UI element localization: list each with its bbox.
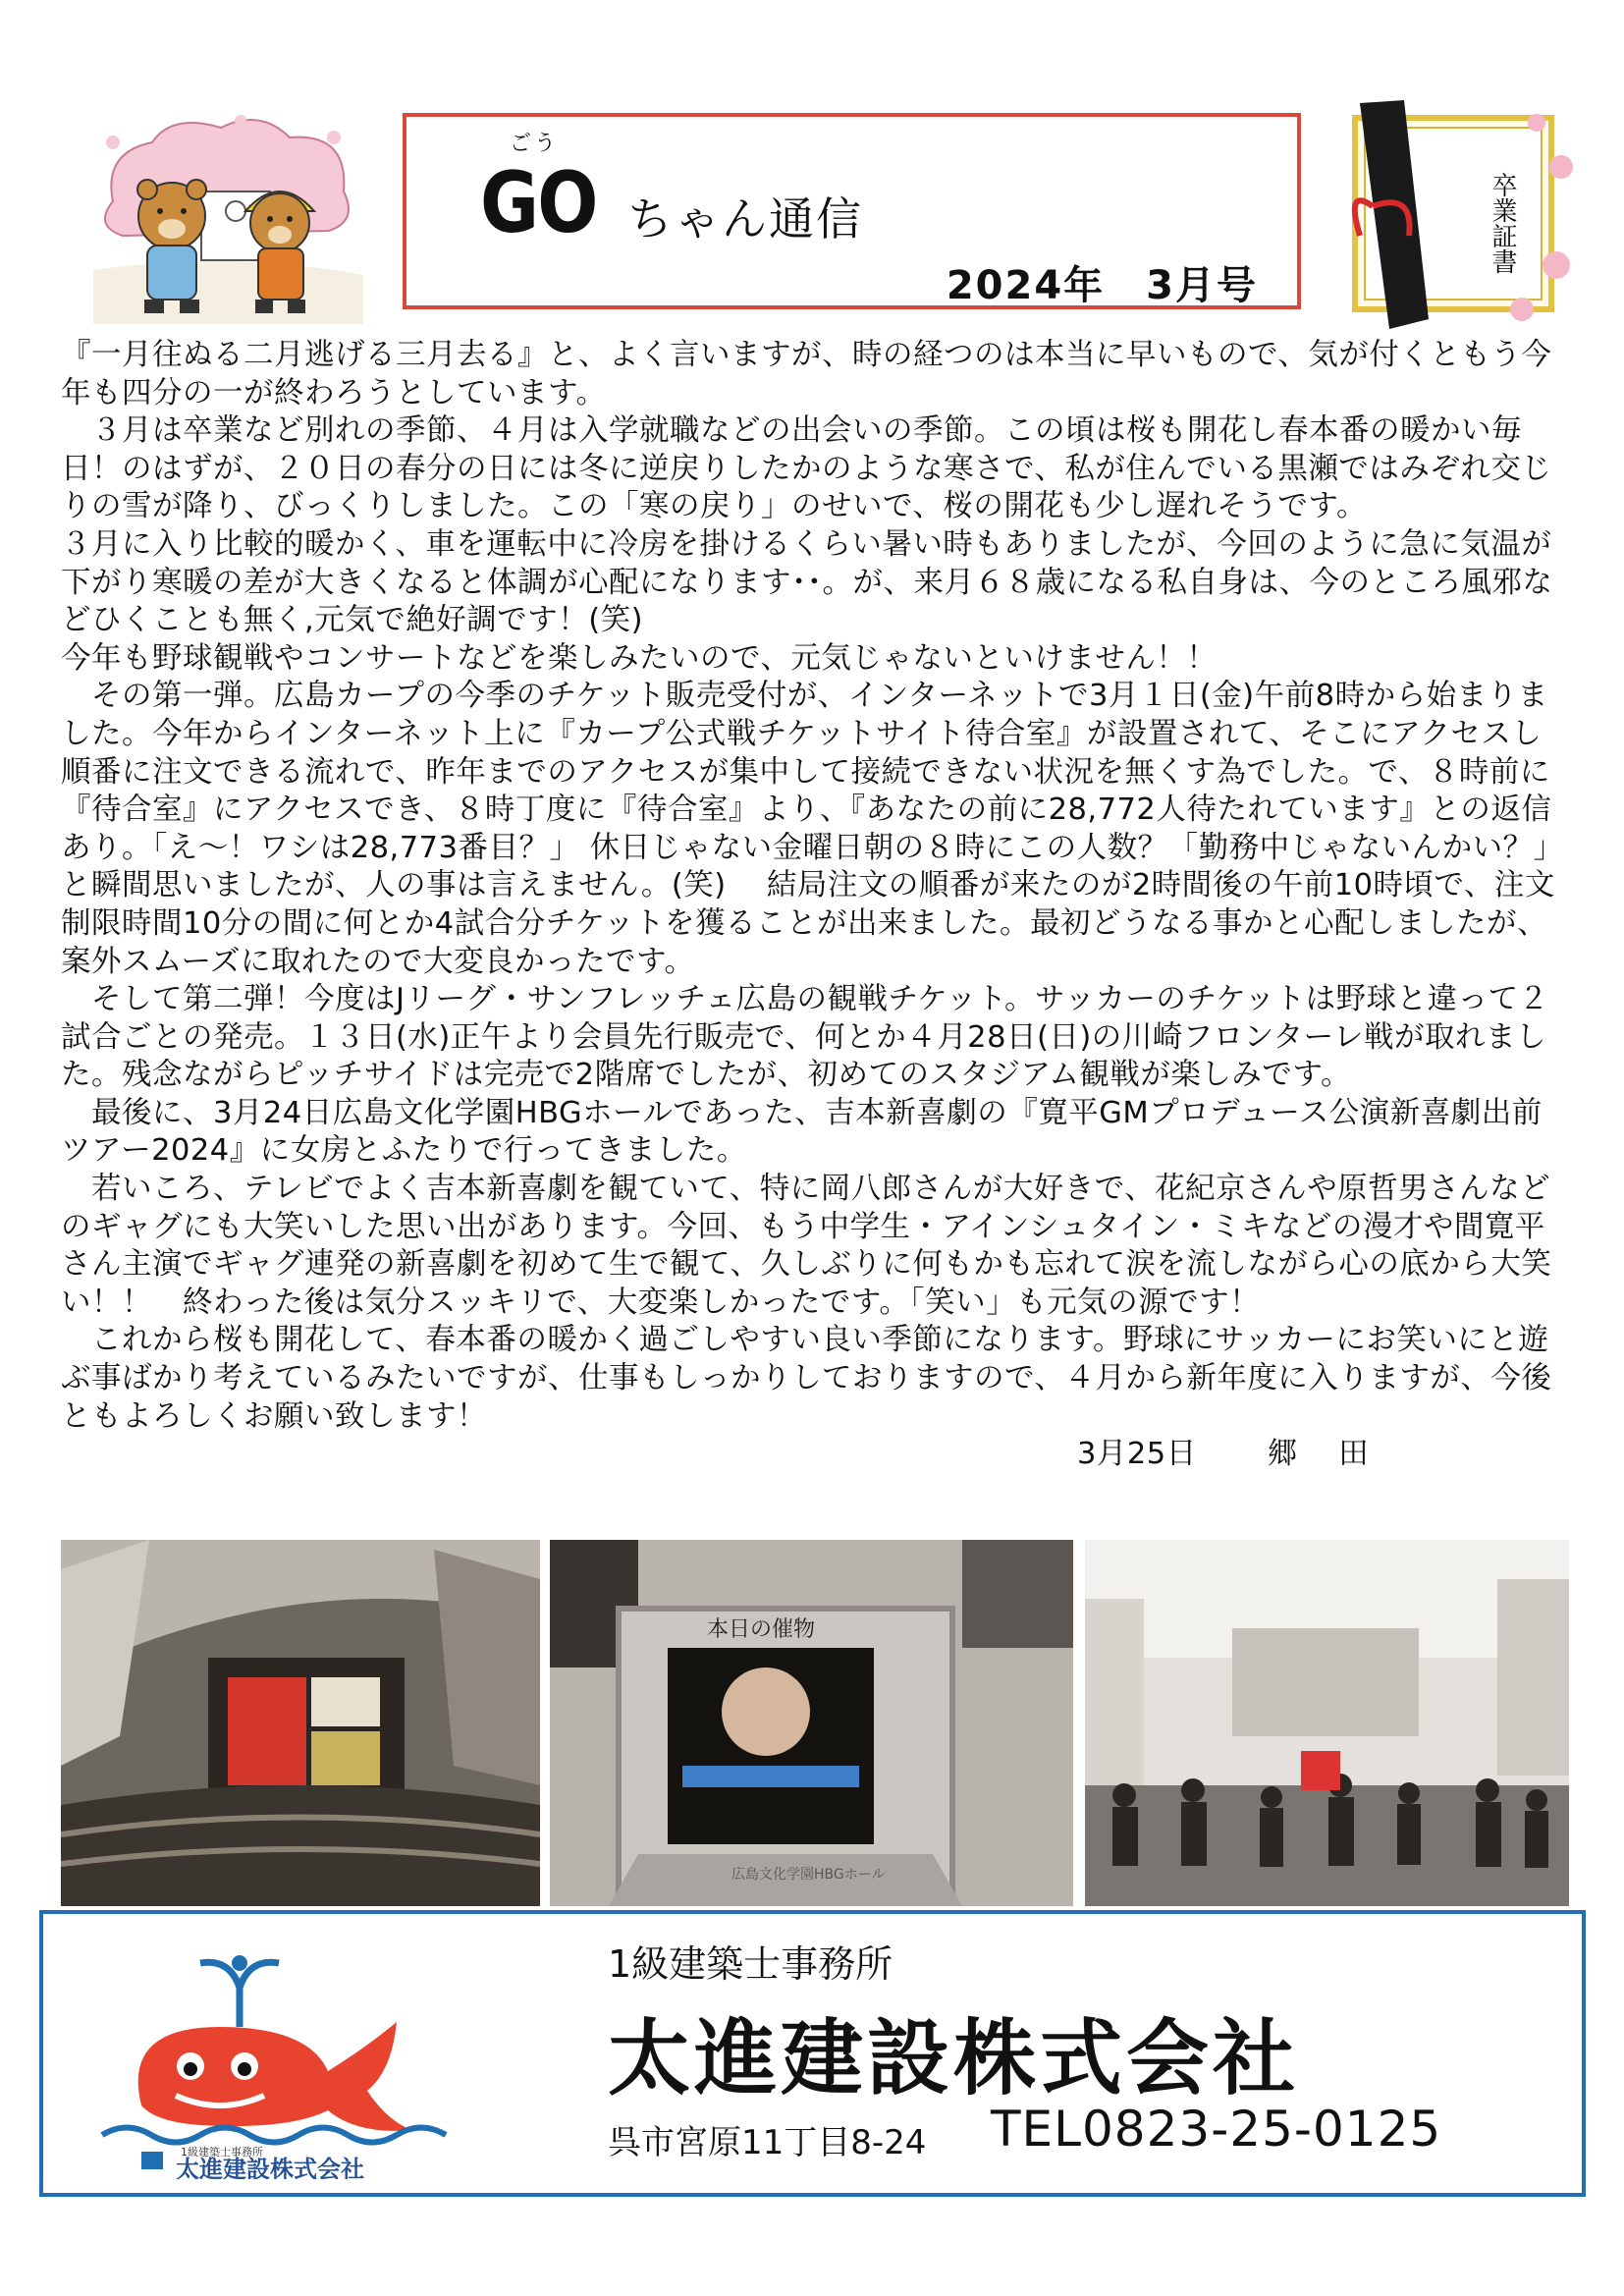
title-rest: ちゃん通信 xyxy=(627,192,863,246)
article-body xyxy=(61,337,1563,1474)
newsletter-title-box xyxy=(403,113,1301,309)
diploma-label-text: 卒業証書 xyxy=(1488,172,1517,274)
article-paragraph: これから桜も開花して、春本番の暖かく過ごしやすい良い季節になります。野球にサッカーにお笑いにと遊ぶ事ばかり考えているみたいですが、仕事もしっかりしておりますので、４月から新年度に入りますが、今後ともよろしくお願い致します！ xyxy=(61,1323,1552,1434)
signature-line xyxy=(61,1436,1563,1474)
diploma-scroll-illustration xyxy=(1335,98,1581,334)
photo-hall-interior xyxy=(61,1540,540,1906)
article-paragraph: 最後に、3月24日広島文化学園HBGホールであった、吉本新喜劇の『寛平GMプロデュース公演新喜劇出前ツアー2024』に女房とふたりで行ってきました。 xyxy=(61,1095,1543,1169)
logo-small-text: 1級建築士事務所 xyxy=(181,2146,263,2159)
signature: 3月25日 郷 田 xyxy=(1077,1437,1370,1472)
whale-logo xyxy=(82,1934,465,2179)
company-footer xyxy=(39,1910,1586,2197)
company-name: 太進建設株式会社 xyxy=(608,2010,1300,2106)
article-paragraph: 『一月往ぬる二月逃げる三月去る』と、よく言いますが、時の経つのは本当に早いもので、気が付くともう今年も四分の一が終わろうとしています。 xyxy=(61,338,1552,410)
article-paragraph: ３月に入り比較的暖かく、車を運転中に冷房を掛けるくらい暑い時もありましたが、今回のように急に気温が下がり寒暖の差が大きくなると体調が心配になります･･。が、来月６８歳になる私自身は、今のところ風邪などひくことも無く,元気で絶好調です！(笑) xyxy=(61,526,1553,638)
logo-company-text: 太進建設株式会社 xyxy=(176,2156,364,2179)
article-paragraph: そして第二弾！今度はJリーグ・サンフレッチェ広島の観戦チケット。サッカーのチケットは野球と違って２試合ごとの発売。１３日(水)正午より会員先行販売で、何とか４月28日(日)の川崎フロンターレ戦が取れました。残念ながらピッチサイドは完売で2階席でしたが、初めてのスタジアム観戦が楽しみです。 xyxy=(61,982,1549,1093)
article-paragraph: ３月は卒業など別れの季節、４月は入学就職などの出会いの季節。この頃は桜も開花し春本番の暖かい毎日！のはずが、２０日の春分の日には冬に逆戻りしたかのような寒さで、私が住んでいる黒瀬ではみぞれ交じりの雪が降り、びっくりしました。この「寒の戻り」のせいで、桜の開花も少し遅れそうです。 xyxy=(61,413,1552,524)
article-paragraph: 若いころ、テレビでよく吉本新喜劇を観ていて、特に岡八郎さんが大好きで、花紀京さんや原哲男さんなどのギャグにも大笑いした思い出があります。今回、もう中学生・アインシュタイン・ミキなどの漫才や間寛平さん主演でギャグ連発の新喜劇を初めて生で観て、久しぶりに何もかも忘れて涙を流しながら心の底から大笑い！！ 終わった後は気分スッキリで、大変楽しかったです。「笑い」も元気の源です！ xyxy=(61,1172,1552,1320)
event-sign-text: 本日の催物 xyxy=(707,1617,816,1642)
photo-event-signboard xyxy=(550,1540,1073,1906)
company-address: 呉市宮原11丁目8-24 xyxy=(608,2123,927,2162)
article-paragraph: 今年も野球観戦やコンサートなどを楽しみたいので、元気じゃないといけません！！ xyxy=(61,640,1218,676)
office-type: 1級建築士事務所 xyxy=(608,1942,893,1986)
venue-text: 広島文化学園HBGホール xyxy=(731,1867,886,1883)
issue-date: 2024年 3月号 xyxy=(946,263,1258,308)
photo-lobby-crowd xyxy=(1085,1540,1569,1906)
article-paragraph: その第一弾。広島カープの今季のチケット販売受付が、インターネットで3月１日(金)午前8時から始まりました。今年からインターネット上に『カープ公式戦チケットサイト待合室』が設置されて、そこにアクセスし順番に注文できる流れで、昨年までのアクセスが集中して接続できない状況を無くす為でした。で、８時前に『待合室』にアクセスでき、８時丁度に『待合室』より、『あなたの前に28,772人待たれています』との返信あり。「え～！ワシは28,773番目？」 休日じゃない金曜日朝の８時にこの人数？「勤務中じゃないんかい？」と瞬間思いましたが、人の事は言えません。(笑) 結局注文の順番が来たのが2時間後の午前10時頃で、注文制限時間10分の間に何とか4試合分チケットを獲ることが出来ました。最初どうなる事かと心配しましたが、案外スムーズに取れたので大変良かったです。 xyxy=(61,679,1555,979)
title-go: GO xyxy=(480,154,597,252)
company-tel: TEL0823-25-0125 xyxy=(991,2101,1442,2158)
title-furigana: ごう xyxy=(510,132,560,156)
bears-under-cherry-blossom-illustration xyxy=(93,113,363,324)
